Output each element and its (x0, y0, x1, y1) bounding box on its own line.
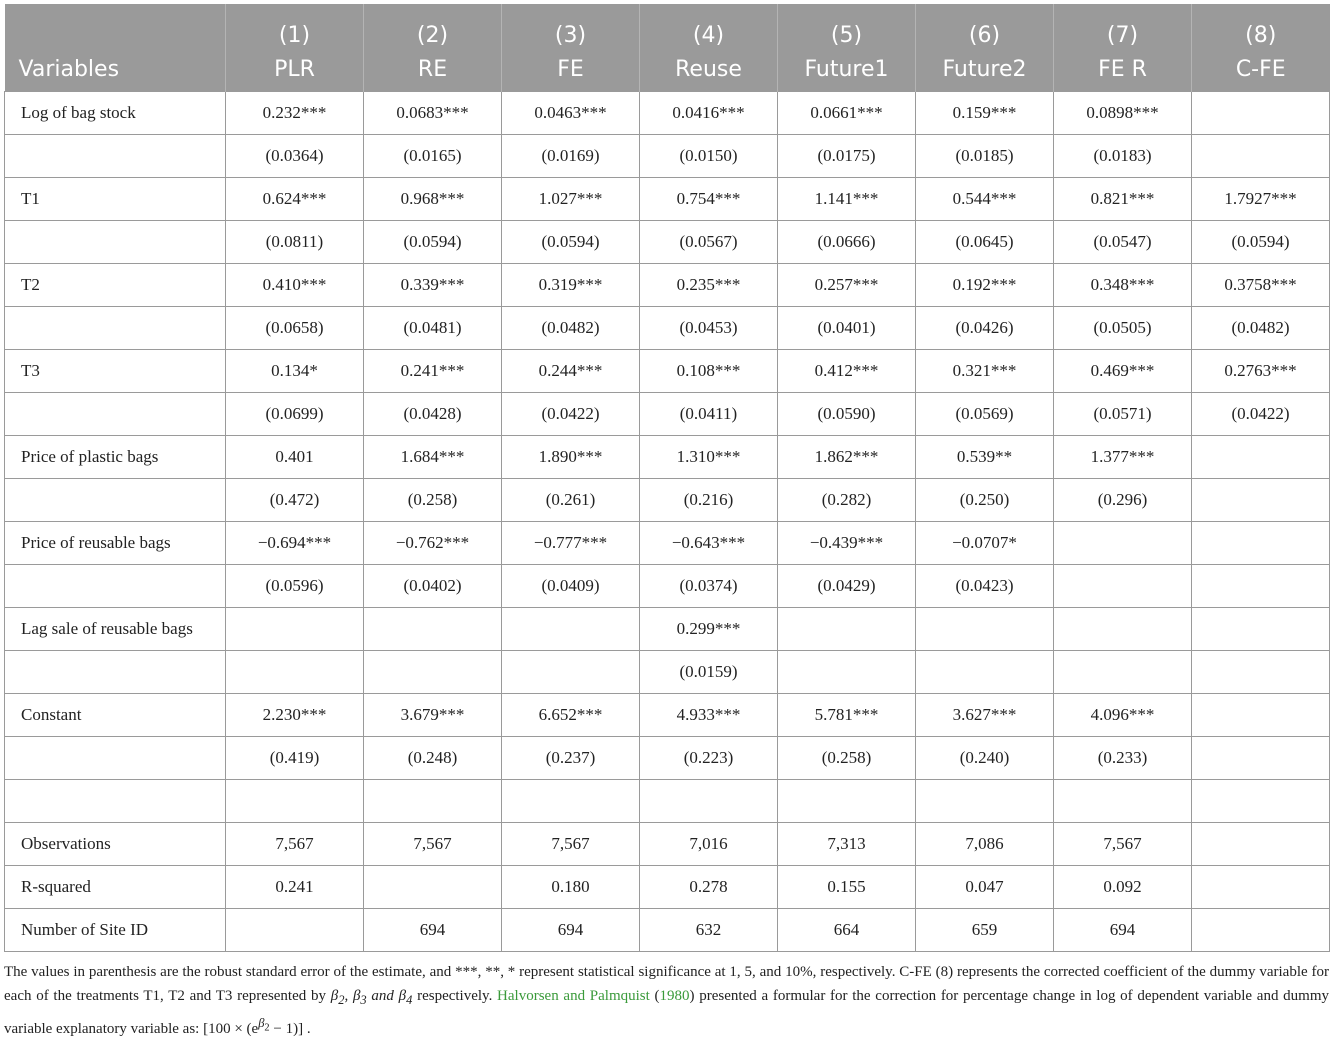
table-cell: (0.0666) (778, 221, 916, 264)
table-cell: (0.216) (640, 479, 778, 522)
table-cell (364, 608, 502, 651)
table-cell: 0.235*** (640, 264, 778, 307)
table-row (5, 92, 1330, 135)
footnote-text-1: The values in parenthesis are the robust standard error of the estimate, and ***, **, * represent statistical significance at 1, 5, and 10%, respectively. C-FE (8) represents the corrected coefficient of the dummy variable for each of the treatments T1, T2 and T3 represented by (4, 964, 1329, 1004)
table-cell: 0.047 (916, 866, 1054, 909)
footnote-text-3: presented a formular for the correction for percentage change in log of dependent variable and dummy variable explanatory variable as: (4, 987, 1330, 1037)
table-cell: 694 (502, 909, 640, 952)
table-cell (364, 866, 502, 909)
table-cell: 0.321*** (916, 350, 1054, 393)
table-cell: 3.679*** (364, 694, 502, 737)
table-cell: (0.250) (916, 479, 1054, 522)
table-cell (916, 780, 1054, 823)
column-name-7: FE R (1054, 48, 1192, 92)
table-cell: (0.0482) (1192, 307, 1330, 350)
table-cell: 0.241*** (364, 350, 502, 393)
table-cell (778, 608, 916, 651)
table-row (5, 307, 1330, 350)
table-cell: (0.0364) (226, 135, 364, 178)
table-cell: (0.0422) (1192, 393, 1330, 436)
table-cell (778, 780, 916, 823)
table-cell: (0.0596) (226, 565, 364, 608)
table-cell (226, 608, 364, 651)
table-cell: (0.0811) (226, 221, 364, 264)
table-cell: (0.296) (1054, 479, 1192, 522)
column-name-8: C-FE (1192, 48, 1330, 92)
table-cell: 0.180 (502, 866, 640, 909)
column-name-4: Reuse (640, 48, 778, 92)
table-cell: 0.192*** (916, 264, 1054, 307)
table-cell: 0.410*** (226, 264, 364, 307)
table-cell: (0.0165) (364, 135, 502, 178)
table-cell: 0.241 (226, 866, 364, 909)
table-cell: (0.282) (778, 479, 916, 522)
table-cell: (0.0423) (916, 565, 1054, 608)
table-row (5, 565, 1330, 608)
table-cell (1054, 780, 1192, 823)
table-cell: (0.0150) (640, 135, 778, 178)
table-cell: 0.0898*** (1054, 92, 1192, 135)
row-label: T1 (5, 178, 226, 221)
table-row (5, 651, 1330, 694)
table-cell (1054, 608, 1192, 651)
table-cell: 1.890*** (502, 436, 640, 479)
table-cell: 659 (916, 909, 1054, 952)
table-cell: 0.232*** (226, 92, 364, 135)
column-number-6: (6) (916, 4, 1054, 48)
header-name-row (5, 48, 1330, 92)
table-cell: −0.762*** (364, 522, 502, 565)
table-cell: (0.258) (778, 737, 916, 780)
table-cell (916, 608, 1054, 651)
table-cell: 5.781*** (778, 694, 916, 737)
column-name-1: PLR (226, 48, 364, 92)
table-cell: 7,567 (226, 823, 364, 866)
regression-table (4, 4, 1330, 952)
column-name-2: RE (364, 48, 502, 92)
table-cell: 694 (1054, 909, 1192, 952)
table-cell: (0.0185) (916, 135, 1054, 178)
table-cell: (0.0428) (364, 393, 502, 436)
table-cell: 694 (364, 909, 502, 952)
row-label (5, 221, 226, 264)
table-cell: (0.0426) (916, 307, 1054, 350)
table-header (5, 4, 1330, 92)
column-number-5: (5) (778, 4, 916, 48)
beta2-symbol: $\beta_2$ (330, 987, 345, 1007)
row-label (5, 135, 226, 178)
table-cell: 0.968*** (364, 178, 502, 221)
table-cell: 0.539** (916, 436, 1054, 479)
table-cell: 1.141*** (778, 178, 916, 221)
table-cell: (0.0411) (640, 393, 778, 436)
reference-link-authors[interactable]: Halvorsen and Palmquist (497, 987, 650, 1004)
table-cell: (0.0699) (226, 393, 364, 436)
row-label: Constant (5, 694, 226, 737)
table-cell: 0.754*** (640, 178, 778, 221)
variables-header: Variables (5, 48, 226, 92)
table-cell: 0.155 (778, 866, 916, 909)
table-cell: (0.0374) (640, 565, 778, 608)
table-cell (226, 909, 364, 952)
table-cell: 0.412*** (778, 350, 916, 393)
column-name-3: FE (502, 48, 640, 92)
table-row (5, 221, 1330, 264)
footnote-text-2: respectively. (412, 987, 498, 1004)
column-number-3: (3) (502, 4, 640, 48)
table-cell (1192, 909, 1330, 952)
row-label: T3 (5, 350, 226, 393)
table-cell: 0.544*** (916, 178, 1054, 221)
table-cell: (0.0453) (640, 307, 778, 350)
table-cell: (0.0594) (1192, 221, 1330, 264)
table-row (5, 866, 1330, 909)
beta3-symbol: $\beta_3$ (352, 987, 367, 1007)
table-row (5, 823, 1330, 866)
table-cell: 664 (778, 909, 916, 952)
table-cell (1192, 737, 1330, 780)
column-number-8: (8) (1192, 4, 1330, 48)
column-number-7: (7) (1054, 4, 1192, 48)
table-cell (502, 651, 640, 694)
table-cell: 0.319*** (502, 264, 640, 307)
table-cell: 0.624*** (226, 178, 364, 221)
table-cell: (0.0547) (1054, 221, 1192, 264)
table-cell: 0.821*** (1054, 178, 1192, 221)
table-row (5, 608, 1330, 651)
table-cell: −0.777*** (502, 522, 640, 565)
table-cell: 4.096*** (1054, 694, 1192, 737)
table-cell: 0.299*** (640, 608, 778, 651)
table-cell (1192, 823, 1330, 866)
table-row (5, 780, 1330, 823)
row-label (5, 479, 226, 522)
table-body (5, 92, 1330, 952)
table-cell: 1.377*** (1054, 436, 1192, 479)
table-cell: (0.0175) (778, 135, 916, 178)
column-name-5: Future1 (778, 48, 916, 92)
table-cell: 7,567 (364, 823, 502, 866)
table-cell: −0.643*** (640, 522, 778, 565)
table-cell (364, 651, 502, 694)
table-cell: 1.862*** (778, 436, 916, 479)
table-cell: 7,313 (778, 823, 916, 866)
table-cell (1192, 866, 1330, 909)
table-cell: (0.0658) (226, 307, 364, 350)
table-cell: 4.933*** (640, 694, 778, 737)
table-cell: (0.472) (226, 479, 364, 522)
table-cell: (0.0159) (640, 651, 778, 694)
table-cell: 0.0416*** (640, 92, 778, 135)
table-cell: (0.0594) (364, 221, 502, 264)
table-cell: (0.0567) (640, 221, 778, 264)
table-cell: (0.0645) (916, 221, 1054, 264)
row-label: Price of plastic bags (5, 436, 226, 479)
table-cell: 0.092 (1054, 866, 1192, 909)
column-number-2: (2) (364, 4, 502, 48)
row-label (5, 393, 226, 436)
table-cell: 0.159*** (916, 92, 1054, 135)
table-cell (1192, 694, 1330, 737)
table-cell: 7,086 (916, 823, 1054, 866)
table-cell (1054, 522, 1192, 565)
table-cell (640, 780, 778, 823)
table-cell (1192, 780, 1330, 823)
table-cell (1192, 135, 1330, 178)
row-label: R-squared (5, 866, 226, 909)
table-cell: 1.310*** (640, 436, 778, 479)
table-cell: (0.240) (916, 737, 1054, 780)
table-cell: 7,016 (640, 823, 778, 866)
table-row (5, 737, 1330, 780)
table-cell: 3.627*** (916, 694, 1054, 737)
table-cell: (0.0590) (778, 393, 916, 436)
table-cell: 2.230*** (226, 694, 364, 737)
table-cell (226, 780, 364, 823)
table-cell: 0.278 (640, 866, 778, 909)
table-cell: 0.3758*** (1192, 264, 1330, 307)
table-cell (1192, 479, 1330, 522)
table-row (5, 264, 1330, 307)
column-number-1: (1) (226, 4, 364, 48)
table-cell: (0.0481) (364, 307, 502, 350)
table-row (5, 694, 1330, 737)
table-cell: (0.0169) (502, 135, 640, 178)
table-cell: −0.694*** (226, 522, 364, 565)
table-cell: 0.348*** (1054, 264, 1192, 307)
table-cell: (0.0569) (916, 393, 1054, 436)
table-cell: (0.0482) (502, 307, 640, 350)
table-row (5, 350, 1330, 393)
table-cell (502, 780, 640, 823)
table-cell: 0.134* (226, 350, 364, 393)
table-cell: 0.244*** (502, 350, 640, 393)
table-cell: (0.0429) (778, 565, 916, 608)
header-number-row (5, 4, 1330, 48)
table-row (5, 479, 1330, 522)
table-cell: 0.0661*** (778, 92, 916, 135)
row-label: Number of Site ID (5, 909, 226, 952)
table-cell: (0.0505) (1054, 307, 1192, 350)
table-cell (1192, 565, 1330, 608)
table-cell: (0.248) (364, 737, 502, 780)
table-cell: 0.0463*** (502, 92, 640, 135)
table-row (5, 393, 1330, 436)
row-label (5, 780, 226, 823)
row-label: Price of reusable bags (5, 522, 226, 565)
table-row (5, 135, 1330, 178)
table-cell (1192, 436, 1330, 479)
table-cell: 0.257*** (778, 264, 916, 307)
table-cell: (0.233) (1054, 737, 1192, 780)
table-cell: 6.652*** (502, 694, 640, 737)
table-cell: 7,567 (1054, 823, 1192, 866)
table-cell (1054, 565, 1192, 608)
row-label: T2 (5, 264, 226, 307)
table-footnote: The values in parenthesis are the robust standard error of the estimate, and ***, **, * represent statistical significance at 1, 5, and 10%, respectively. C-FE (8) represents the corrected coefficient of the dummy variable for each of the treatments T1, T2 and T3 represented by $\beta_2$, $\beta_3$ and $\beta_4$ respectively. Halvorsen and Palmquist (1980) presented a formular for the correction for percentage change in log of dependent variable and dummy variable explanatory variable as: $[100 \times (e^{\beta_2} - 1)]$ . (4, 964, 1330, 1037)
table-cell: −0.439*** (778, 522, 916, 565)
table-row (5, 522, 1330, 565)
table-cell: 1.7927*** (1192, 178, 1330, 221)
table-row (5, 178, 1330, 221)
row-label (5, 737, 226, 780)
table-cell: (0.0183) (1054, 135, 1192, 178)
beta4-symbol: $\beta_4$ (398, 987, 413, 1007)
table-cell: 632 (640, 909, 778, 952)
table-cell: (0.0594) (502, 221, 640, 264)
table-cell: (0.258) (364, 479, 502, 522)
row-label: Lag sale of reusable bags (5, 608, 226, 651)
row-label (5, 651, 226, 694)
table-cell: 0.469*** (1054, 350, 1192, 393)
table-cell (1192, 92, 1330, 135)
row-label (5, 307, 226, 350)
table-cell: (0.0401) (778, 307, 916, 350)
table-cell: (0.0422) (502, 393, 640, 436)
reference-link-year[interactable]: 1980 (659, 987, 690, 1004)
table-cell: (0.223) (640, 737, 778, 780)
table-cell: 0.401 (226, 436, 364, 479)
table-cell: (0.0409) (502, 565, 640, 608)
table-cell: (0.0402) (364, 565, 502, 608)
row-label (5, 565, 226, 608)
table-cell (1192, 651, 1330, 694)
header-number-blank (5, 4, 226, 48)
row-label: Log of bag stock (5, 92, 226, 135)
table-cell: 0.2763*** (1192, 350, 1330, 393)
table-cell: (0.261) (502, 479, 640, 522)
table-cell: (0.419) (226, 737, 364, 780)
correction-formula: $[100 \times (e^{\beta_2} - 1)]$ (203, 1016, 304, 1037)
table-row (5, 909, 1330, 952)
row-label: Observations (5, 823, 226, 866)
table-cell (226, 651, 364, 694)
column-number-4: (4) (640, 4, 778, 48)
table-cell: 0.108*** (640, 350, 778, 393)
table-cell: 7,567 (502, 823, 640, 866)
table-cell: (0.0571) (1054, 393, 1192, 436)
table-cell (916, 651, 1054, 694)
table-cell: 1.684*** (364, 436, 502, 479)
table-cell (1192, 608, 1330, 651)
table-cell: −0.0707* (916, 522, 1054, 565)
table-cell (1192, 522, 1330, 565)
table-row (5, 436, 1330, 479)
table-cell (778, 651, 916, 694)
table-cell: (0.237) (502, 737, 640, 780)
table-cell: 0.339*** (364, 264, 502, 307)
table-cell: 1.027*** (502, 178, 640, 221)
table-cell (364, 780, 502, 823)
column-name-6: Future2 (916, 48, 1054, 92)
table-cell (1054, 651, 1192, 694)
table-cell (502, 608, 640, 651)
table-cell: 0.0683*** (364, 92, 502, 135)
